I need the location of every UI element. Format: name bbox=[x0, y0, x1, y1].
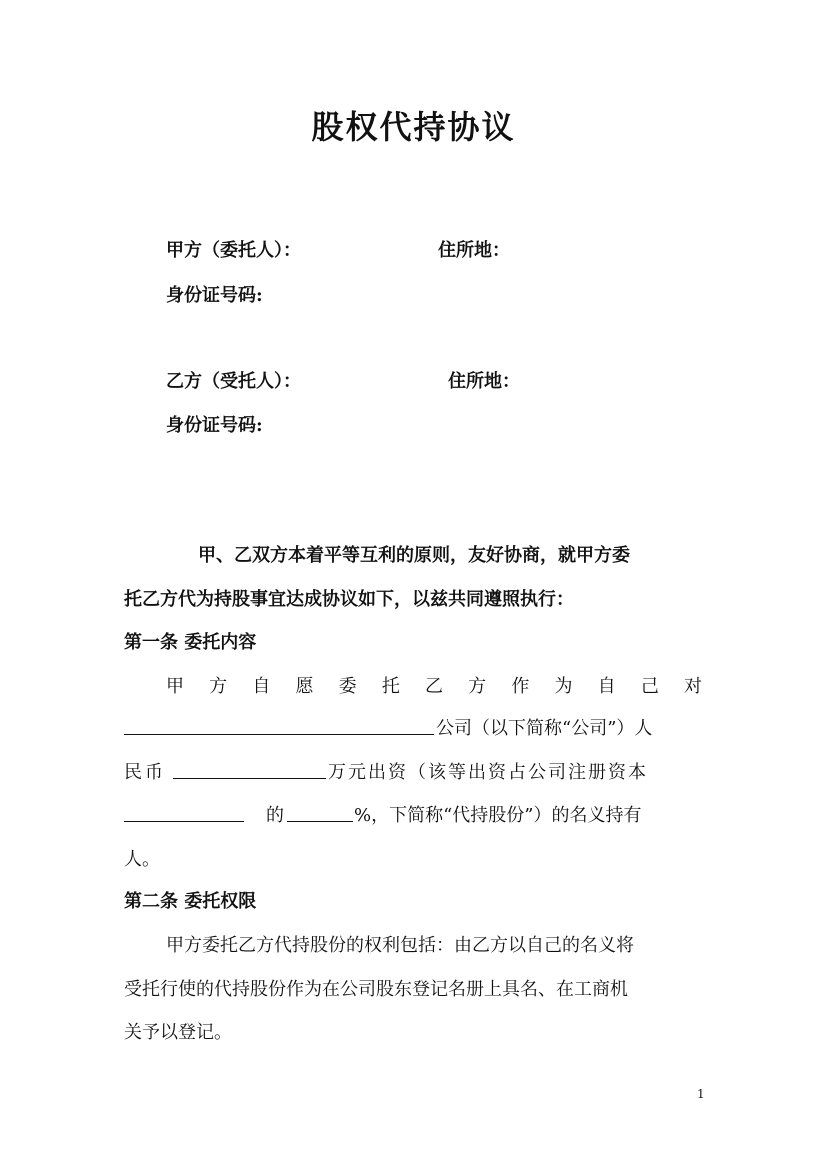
party-b-label: 乙方（受托人）： bbox=[166, 371, 301, 392]
article-2-heading: 第二条 委托权限 bbox=[124, 891, 257, 912]
article-1-heading: 第一条 委托内容 bbox=[124, 632, 257, 653]
company-name-blank bbox=[124, 734, 434, 735]
article-1-end: 人。 bbox=[124, 849, 160, 870]
capital-text: 万元出资（该等出资占公司注册资本 bbox=[328, 762, 648, 783]
page-number: 1 bbox=[697, 1087, 705, 1101]
percent-blank bbox=[287, 821, 353, 822]
article-2-line-3: 关予以登记。 bbox=[124, 1022, 232, 1043]
rmb-text: 民币 bbox=[124, 762, 166, 783]
party-b-address-label: 住所地： bbox=[448, 371, 520, 392]
article-1-line-1: 甲方自愿委托乙方作为自己对 bbox=[166, 676, 702, 697]
article-2-line-2: 受托行使的代持股份作为在公司股东登记名册上具名、在工商机 bbox=[124, 979, 628, 1000]
registered-capital-blank bbox=[124, 821, 244, 822]
capital-amount-blank bbox=[173, 778, 326, 779]
preamble-line-1: 甲、乙双方本着平等互利的原则，友好协商，就甲方委 bbox=[198, 545, 630, 566]
document-title: 股权代持协议 bbox=[311, 108, 516, 146]
percent-text: %，下简称“代持股份”）的名义持有 bbox=[354, 805, 642, 826]
of-text: 的 bbox=[266, 805, 284, 826]
party-a-label: 甲方（委托人）： bbox=[166, 240, 301, 261]
preamble-line-2: 托乙方代为持股事宜达成协议如下，以兹共同遵照执行： bbox=[124, 589, 574, 610]
company-suffix: 公司（以下简称“公司”）人 bbox=[436, 718, 653, 739]
party-a-address-label: 住所地： bbox=[438, 240, 510, 261]
article-2-line-1: 甲方委托乙方代持股份的权利包括：由乙方以自己的名义将 bbox=[166, 935, 634, 956]
party-b-id-label: 身份证号码: bbox=[166, 415, 263, 436]
party-a-id-label: 身份证号码: bbox=[166, 285, 263, 306]
